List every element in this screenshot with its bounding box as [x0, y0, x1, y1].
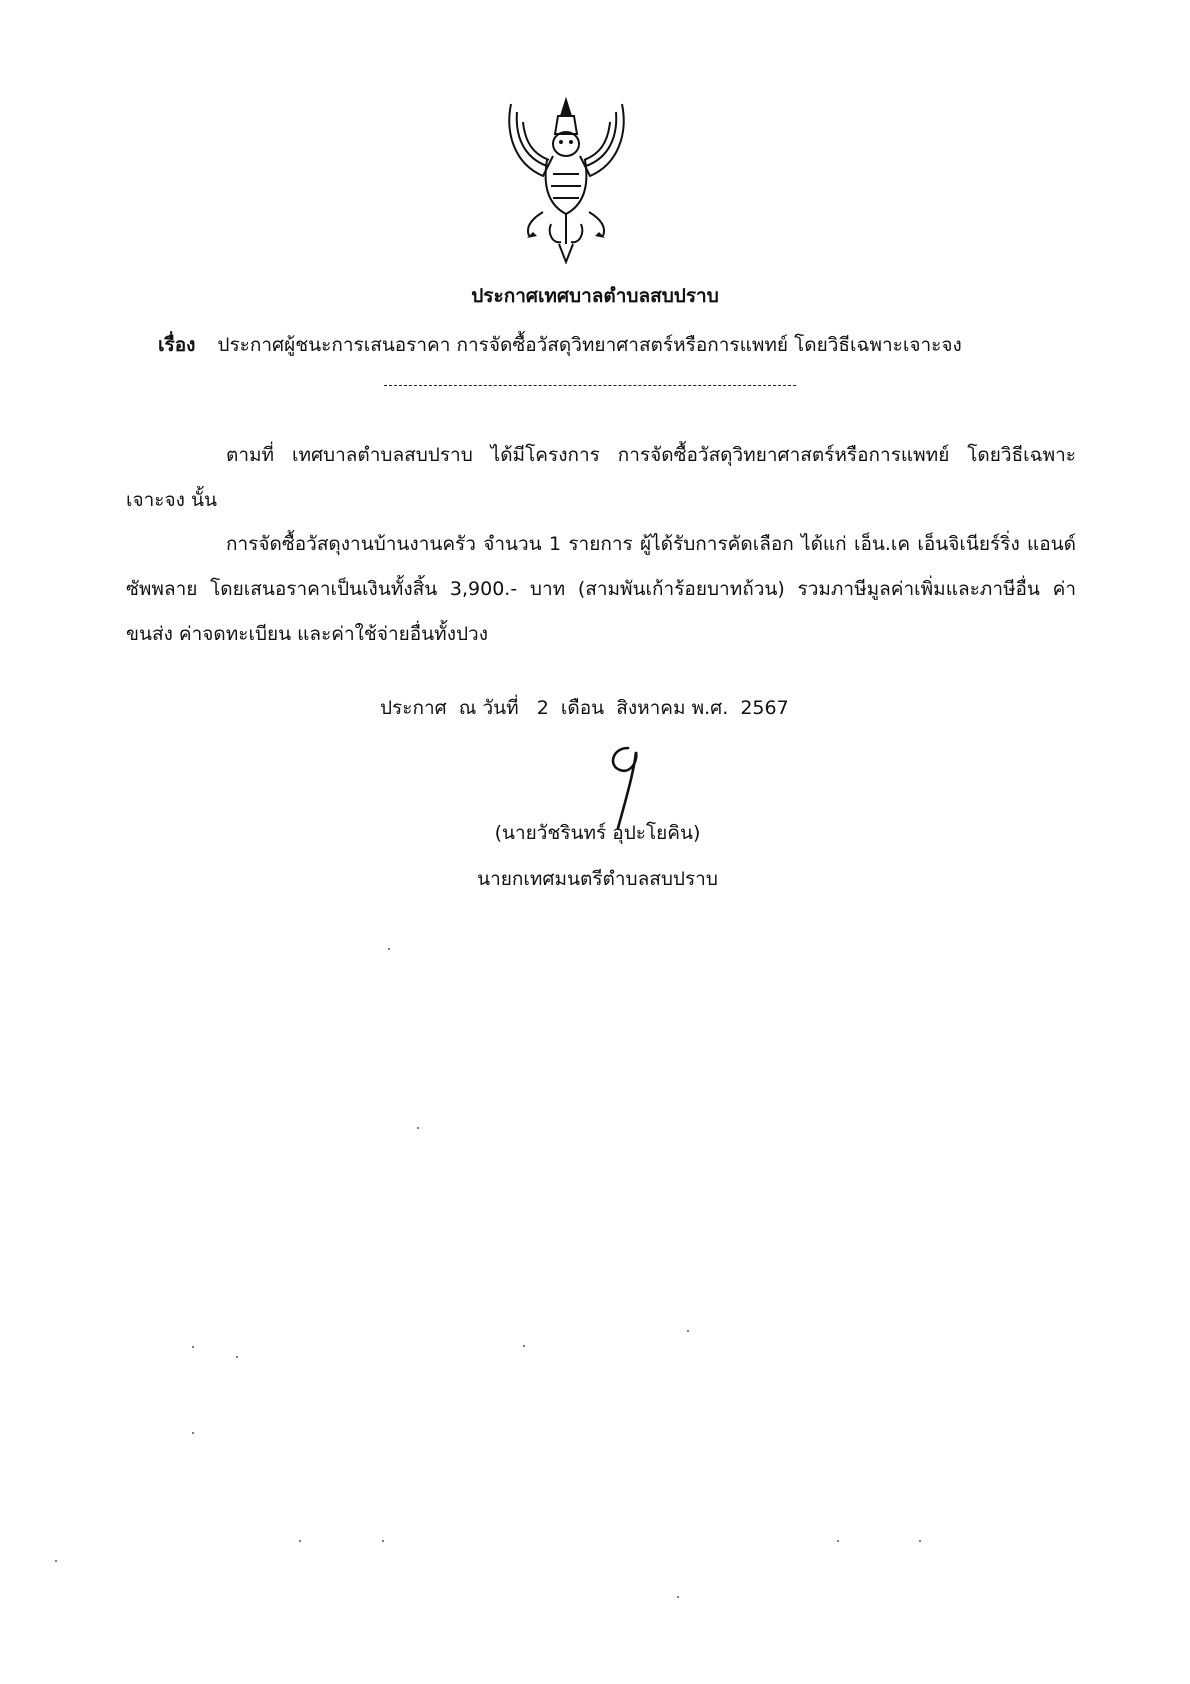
scan-speck	[837, 1540, 839, 1542]
announcement-date: ประกาศ ณ วันที่ 2 เดือน สิงหาคม พ.ศ. 2567	[380, 697, 789, 719]
signer-title: นายกเทศมนตรีตำบลสบปราบ	[477, 868, 718, 890]
garuda-emblem-icon	[503, 94, 630, 264]
scan-speck	[417, 1127, 419, 1129]
scan-speck	[919, 1540, 921, 1542]
scan-speck	[192, 1432, 194, 1434]
paragraph-1	[126, 433, 1076, 523]
scan-speck	[55, 1560, 57, 1562]
scan-speck	[677, 1596, 679, 1598]
document-title: ประกาศเทศบาลตำบลสบปราบ	[471, 285, 719, 307]
paragraph-1-text: ตามที่ เทศบาลตำบลสบปราบ ได้มีโครงการ การจัดซื้อวัสดุวิทยาศาสตร์หรือการแพทย์ โดยวิธีเฉพาะเจาะจง นั้น	[126, 444, 1076, 511]
paragraph-2	[126, 522, 1076, 657]
subject-text: ประกาศผู้ชนะการเสนอราคา การจัดซื้อวัสดุวิทยาศาสตร์หรือการแพทย์ โดยวิธีเฉพาะเจาะจง	[217, 334, 962, 356]
signer-name: (นายวัชรินทร์ อุปะโยคิน)	[494, 822, 701, 844]
signature-icon	[598, 740, 654, 830]
scan-speck	[523, 1345, 525, 1347]
scan-speck	[388, 948, 390, 950]
subject-label: เรื่อง	[158, 334, 196, 356]
scan-speck	[687, 1330, 689, 1332]
scan-speck	[236, 1356, 238, 1358]
separator-line	[384, 385, 796, 386]
scan-speck	[192, 1346, 194, 1348]
paragraph-2-text: การจัดซื้อวัสดุงานบ้านงานครัว จำนวน 1 รายการ ผู้ได้รับการคัดเลือก ได้แก่ เอ็น.เค เอ็นจิเนียร์ริ่ง แอนด์ซัพพลาย โดยเสนอราคาเป็นเงินทั้งสิ้น 3,900.- บาท (สามพันเก้าร้อยบาทถ้วน) รวมภาษีมูลค่าเพิ่มและภาษีอื่น ค่าขนส่ง ค่าจดทะเบียน และค่าใช้จ่ายอื่นทั้งปวง	[126, 533, 1076, 645]
scan-speck	[299, 1540, 301, 1542]
scan-speck	[382, 1540, 384, 1542]
subject-line	[158, 330, 962, 360]
